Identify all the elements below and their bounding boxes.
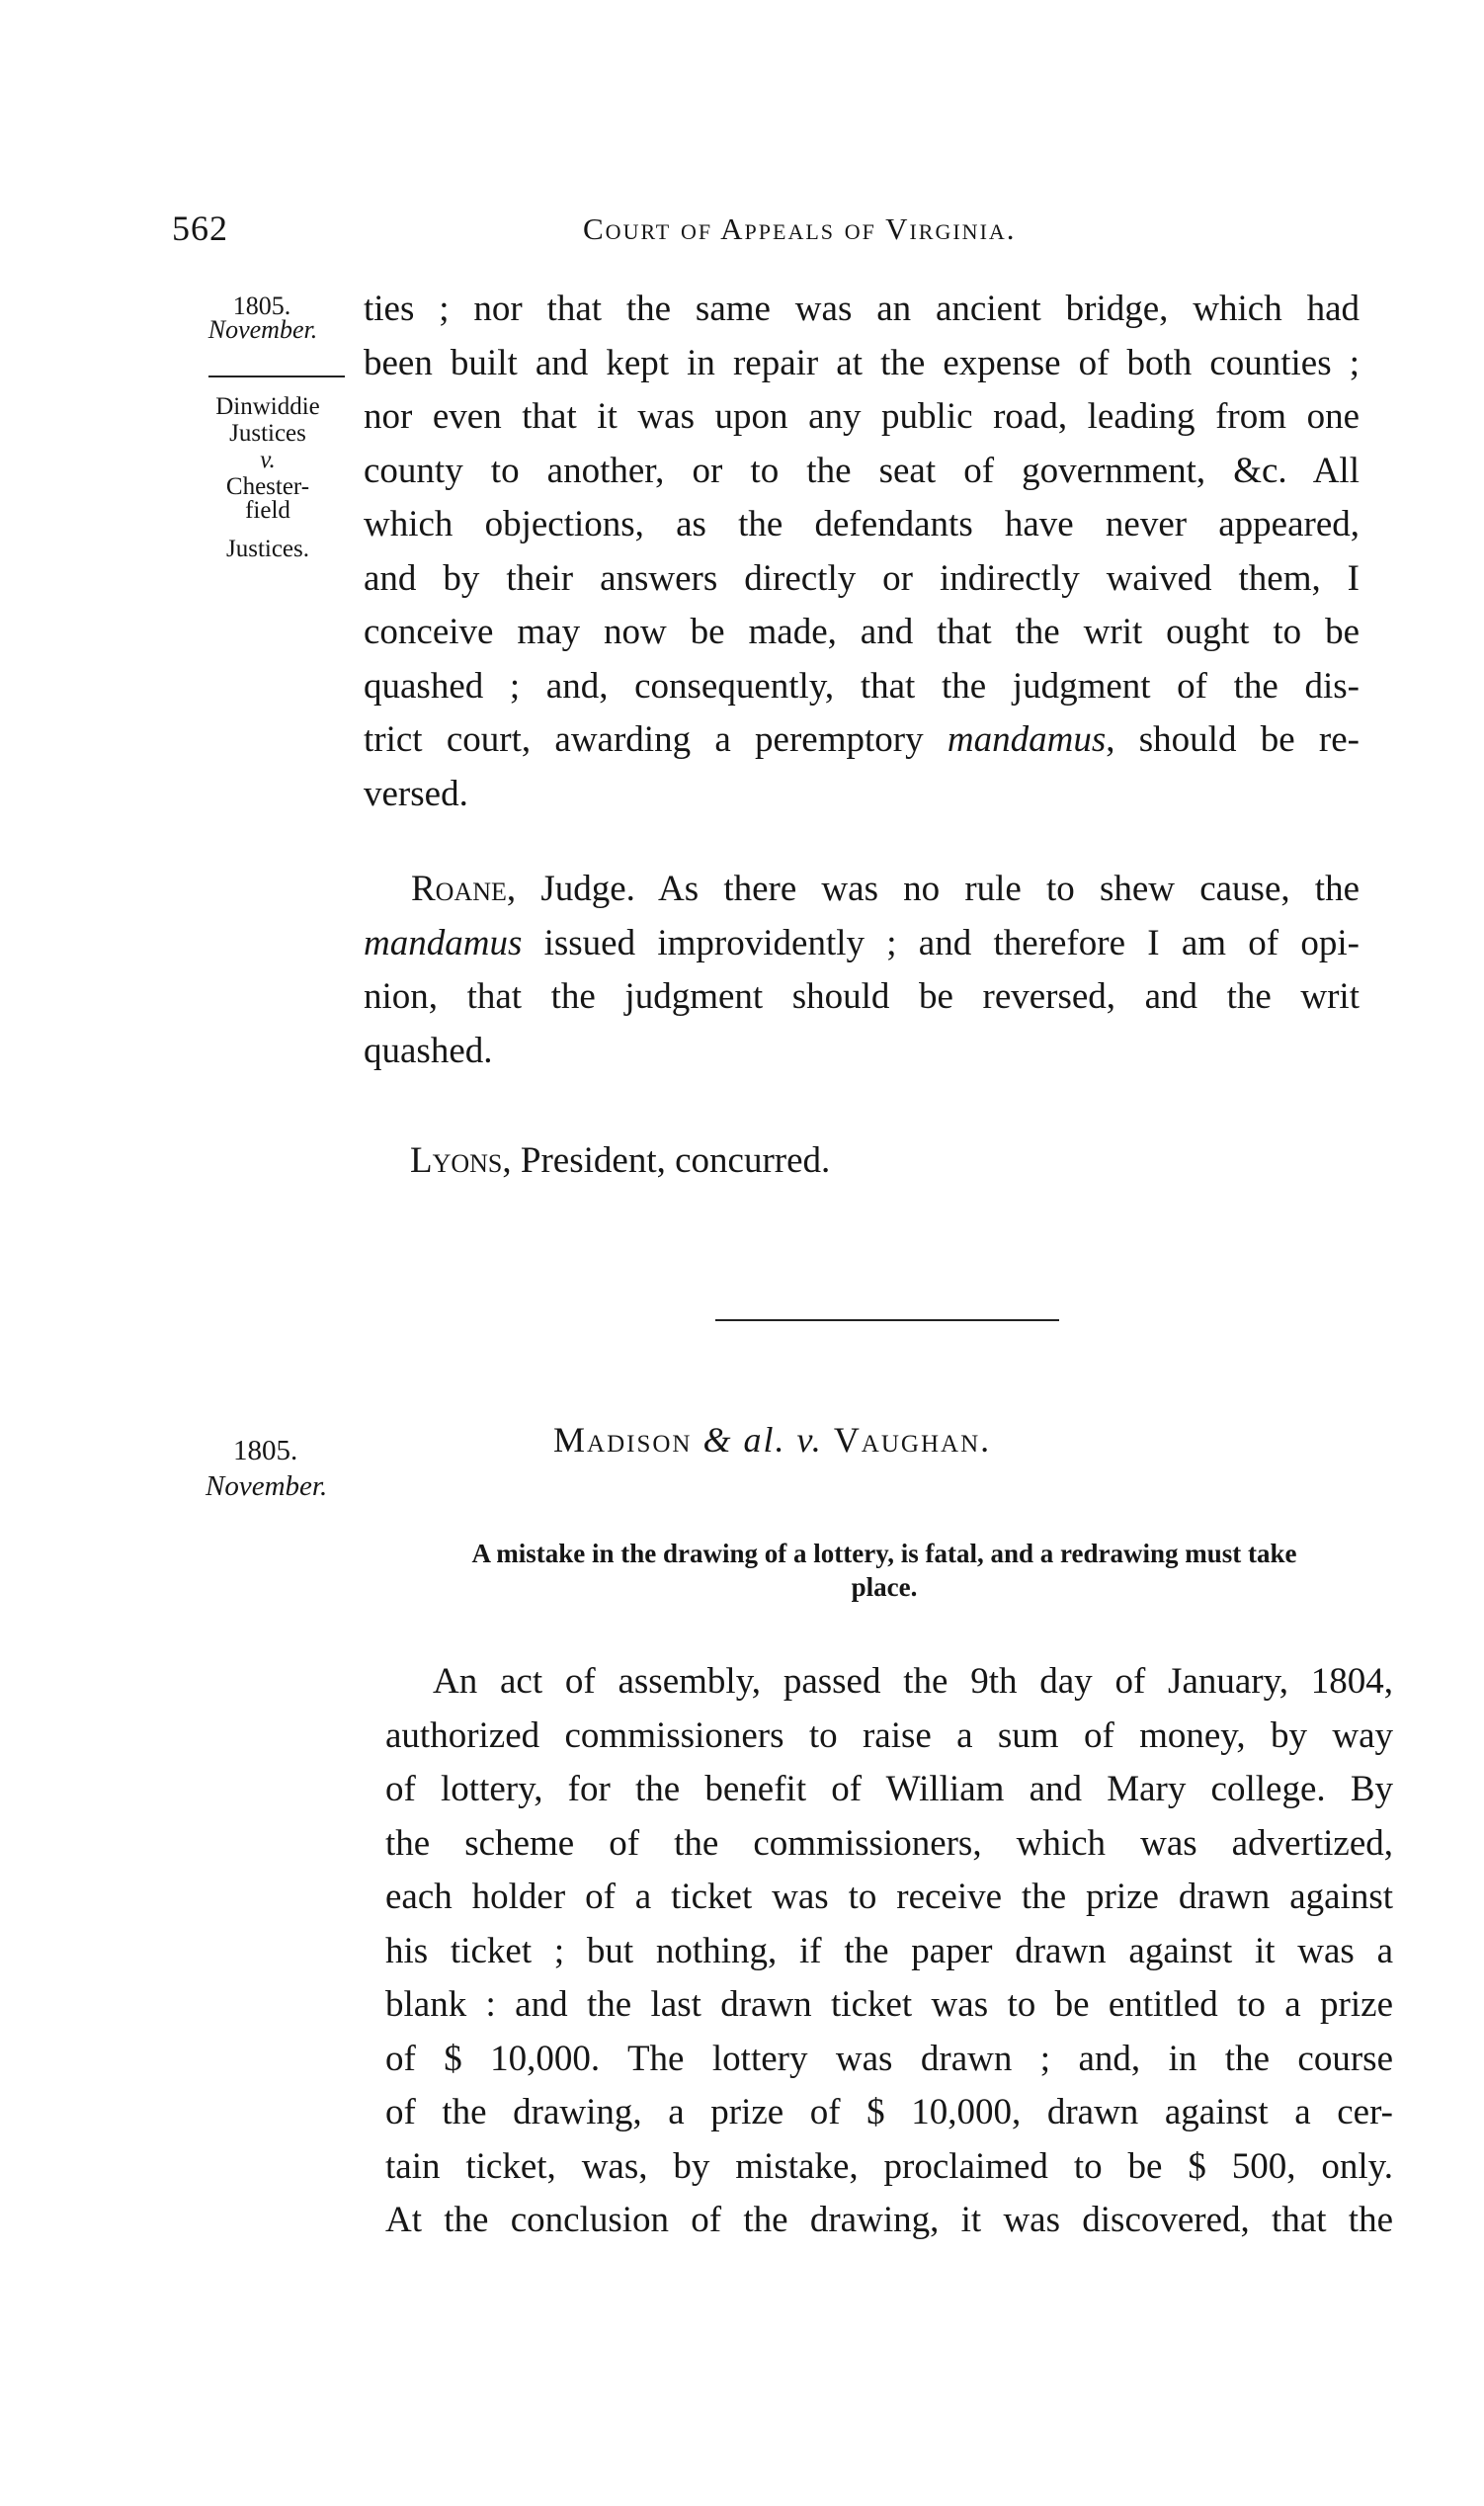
text-fragment: , Judge. As there was no rule to shew cause, the <box>506 869 1360 909</box>
text-fragment: trict court, awarding a peremptory <box>364 719 924 760</box>
case-name-line: Justices <box>229 420 306 447</box>
text-line: ties ; nor that the same was an ancient bridge, which had <box>364 289 1360 329</box>
text-line <box>364 863 1360 917</box>
statement-of-facts <box>385 1655 1393 2248</box>
margin-note-year: 1805. <box>232 292 291 320</box>
text-line: quashed. <box>364 1030 493 1071</box>
text-line <box>364 917 1360 971</box>
text-line <box>410 1134 1360 1189</box>
lyons-concurrence <box>410 1134 1360 1189</box>
text-line: of lottery, for the benefit of William and Mary college. By <box>385 1769 1393 1809</box>
text-line: nion, that the judgment should be reversed, and the writ <box>364 976 1360 1017</box>
judge-name: Lyons <box>410 1140 503 1181</box>
text-line: nor even that it was upon any public road, leading from one <box>364 396 1360 437</box>
text-line: At the conclusion of the drawing, it was discovered, that the <box>385 2200 1393 2240</box>
case-name-line: Justices. <box>225 536 310 562</box>
case-name-line: v. <box>260 447 276 473</box>
judge-name: Roane <box>411 869 507 909</box>
margin-note-case-name <box>194 393 342 562</box>
text-line: of $ 10,000. The lottery was drawn ; and, in the course <box>385 2038 1393 2079</box>
case-name-line: Dinwiddie <box>215 393 320 420</box>
text-fragment: issued improvidently ; and therefore I am of opi- <box>522 922 1360 963</box>
running-head: Court of Appeals of Virginia. <box>583 211 1017 246</box>
text-line: An act of assembly, passed the 9th day of January, 1804, <box>433 1661 1393 1702</box>
text-line <box>364 713 1360 768</box>
opinion-continuation <box>364 283 1360 821</box>
case-separator-rule <box>715 1319 1059 1321</box>
text-line: been built and kept in repair at the expense of both counties ; <box>364 342 1360 383</box>
party-name: Vaughan. <box>833 1420 992 1460</box>
text-line: and by their answers directly or indirectly waived them, I <box>364 557 1360 599</box>
text-line: tain ticket, was, by mistake, proclaimed to be $ 500, only. <box>385 2145 1393 2187</box>
case-margin-year: 1805. <box>233 1435 298 1466</box>
text-line: of the drawing, a prize of $ 10,000, drawn against a cer- <box>385 2092 1393 2132</box>
text-fragment: , President, concurred. <box>502 1140 831 1181</box>
headnote-line: A mistake in the drawing of a lottery, is fatal, and a redrawing must take <box>471 1539 1297 1568</box>
ampersand: & <box>702 1420 733 1460</box>
case-name-line: field <box>245 497 290 524</box>
italic-term: mandamus <box>364 922 523 963</box>
text-line: which objections, as the defendants have never appeared, <box>364 504 1360 544</box>
text-line: the scheme of the commissioners, which was advertized, <box>385 1822 1393 1864</box>
text-line: blank : and the last drawn ticket was to be entitled to a prize <box>385 1984 1393 2025</box>
case-title <box>553 1419 1373 1461</box>
roane-opinion <box>364 863 1360 1078</box>
margin-note-month: November. <box>207 315 318 344</box>
margin-note-rule <box>208 376 345 377</box>
case-name-line: Chester- <box>225 473 310 500</box>
headnote <box>375 1537 1393 1604</box>
text-line: each holder of a ticket was to receive the prize drawn against <box>385 1877 1393 1917</box>
case-margin-month: November. <box>206 1470 328 1502</box>
headnote-line: place. <box>851 1572 918 1602</box>
text-line: versed. <box>364 773 468 814</box>
text-line: authorized commissioners to raise a sum of money, by way <box>385 1714 1393 1756</box>
italic-term: mandamus <box>947 719 1107 760</box>
text-line: his ticket ; but nothing, if the paper drawn against it was a <box>385 1930 1393 1971</box>
text-fragment: , should be re- <box>1106 719 1360 760</box>
text-line: conceive may now be made, and that the writ ought to be <box>364 612 1360 652</box>
text-line: county to another, or to the seat of government, &c. All <box>364 450 1360 491</box>
party-name: Madison <box>553 1420 693 1460</box>
et-al: al. <box>743 1420 786 1460</box>
page-number: 562 <box>172 209 228 248</box>
versus: v. <box>796 1420 823 1460</box>
text-line: quashed ; and, consequently, that the judgment of the dis- <box>364 665 1360 707</box>
